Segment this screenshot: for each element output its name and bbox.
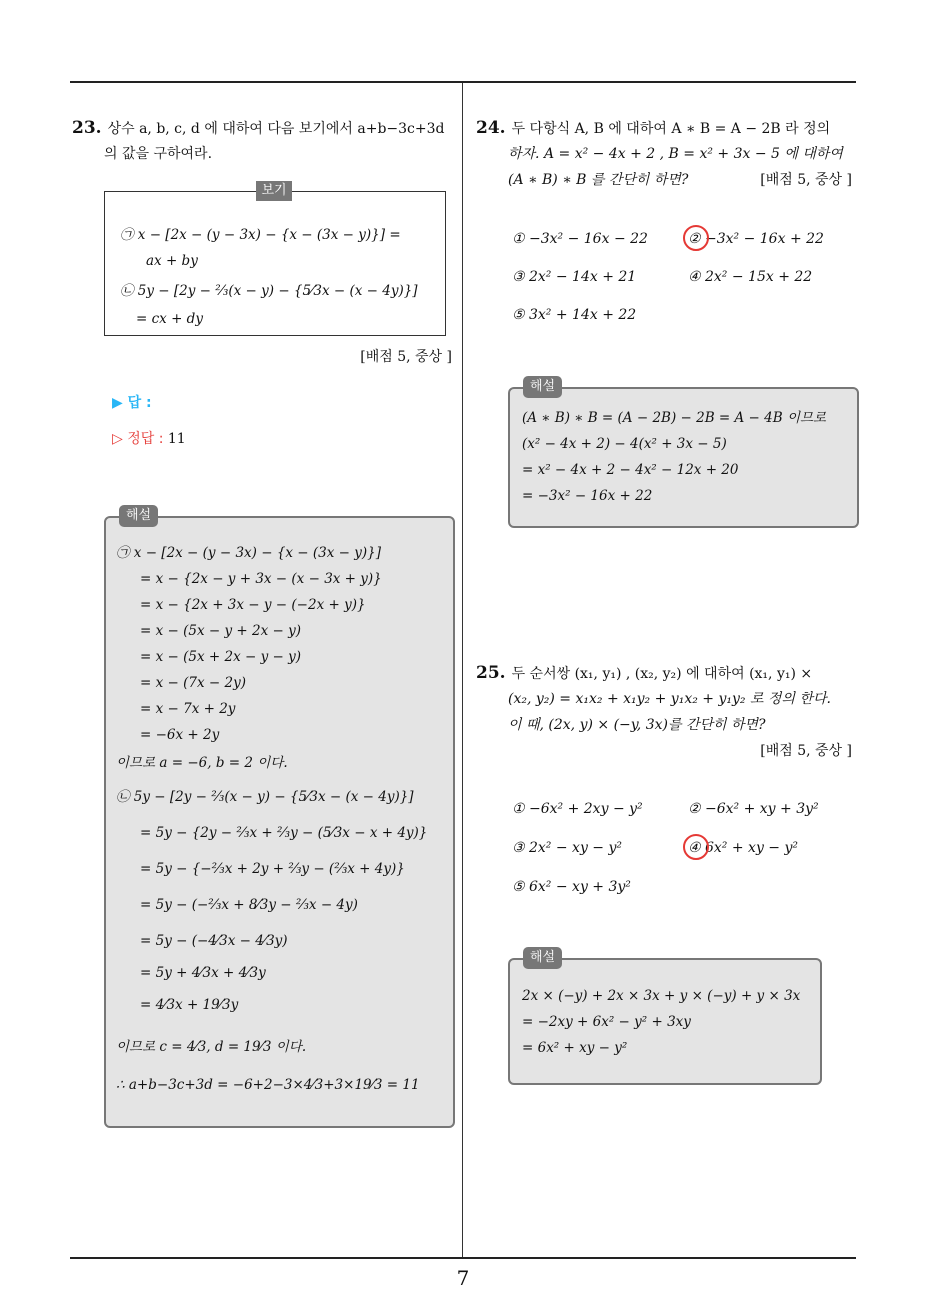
- solution-line: = x − (7x − 2y): [140, 675, 246, 691]
- solution-line: = 4⁄3x + 19⁄3y: [140, 997, 239, 1013]
- solution-line: = 5y + 4⁄3x + 4⁄3y: [140, 965, 266, 981]
- solution-line: = x − {2x + 3x − y − (−2x + y)}: [140, 597, 366, 613]
- bogi-line: = cx + dy: [136, 311, 203, 327]
- solution-line: ㉠ x − [2x − (y − 3x) − {x − (3x − y)}]: [116, 545, 382, 561]
- answer-label: ▶ 답 :: [112, 395, 152, 411]
- q24-stem-line2: 하자. A = x² − 4x + 2 , B = x² + 3x − 5 에 대하여: [508, 146, 843, 162]
- solution-line: = x − 7x + 2y: [140, 701, 236, 717]
- q23-number: 23.: [72, 118, 102, 138]
- q24-choice-4[interactable]: ④ 2x² − 15x + 22: [688, 269, 813, 285]
- q25-solution-tag: 해설: [523, 947, 562, 969]
- solution-line: = 5y − {2y − ⅔x + ⅔y − (5⁄3x − x + 4y)}: [140, 825, 428, 841]
- bogi-line: ㉠ x − [2x − (y − 3x) − {x − (3x − y)}] =: [120, 227, 401, 243]
- bogi-line: ax + by: [146, 253, 198, 269]
- q25-number: 25.: [476, 663, 506, 683]
- bogi-line: ㉡ 5y − [2y − ⅔(x − y) − {5⁄3x − (x − 4y)}]: [120, 283, 418, 299]
- column-divider: [462, 83, 463, 1257]
- q25-choice-4[interactable]: ④ 6x² + xy − y²: [688, 840, 799, 856]
- q24-choice-5[interactable]: ⑤ 3x² + 14x + 22: [512, 307, 637, 323]
- solution-line: = x − {2x − y + 3x − (x − 3x + y)}: [140, 571, 382, 587]
- solution-line: ㉡ 5y − [2y − ⅔(x − y) − {5⁄3x − (x − 4y)}]: [116, 789, 414, 805]
- q24-choice-2[interactable]: ② −3x² − 16x + 22: [688, 231, 824, 247]
- q24-choice-1[interactable]: ① −3x² − 16x − 22: [512, 231, 648, 247]
- selected-answer-mark: [683, 225, 709, 251]
- solution-line: (A ∗ B) ∗ B = (A − 2B) − 2B = A − 4B 이므로: [522, 410, 827, 426]
- solution-line: = 5y − (−4⁄3x − 4⁄3y): [140, 933, 288, 949]
- q24-solution-tag: 해설: [523, 376, 562, 398]
- q24-choice-3[interactable]: ③ 2x² − 14x + 21: [512, 269, 637, 285]
- q25-choice-5[interactable]: ⑤ 6x² − xy + 3y²: [512, 879, 631, 895]
- solution-line: = 5y − (−⅔x + 8⁄3y − ⅔x − 4y): [140, 897, 358, 913]
- q24-number: 24.: [476, 118, 506, 138]
- solution-line: 2x × (−y) + 2x × 3x + y × (−y) + y × 3x: [522, 988, 801, 1004]
- top-rule: [70, 81, 856, 83]
- solution-line: (x² − 4x + 2) − 4(x² + 3x − 5): [522, 436, 727, 452]
- solution-line: = x − (5x − y + 2x − y): [140, 623, 301, 639]
- bottom-rule: [70, 1257, 856, 1259]
- solution-line: = 5y − {−⅔x + 2y + ⅔y − (⅔x + 4y)}: [140, 861, 405, 877]
- q25-choice-1[interactable]: ① −6x² + 2xy − y²: [512, 801, 643, 817]
- q24-stem-line3: (A ∗ B) ∗ B 를 간단히 하면?: [508, 172, 689, 188]
- bogi-tag: 보기: [256, 181, 292, 201]
- q23-stem-line2: 의 값을 구하여라.: [104, 146, 213, 162]
- q25-choice-3[interactable]: ③ 2x² − xy − y²: [512, 840, 623, 856]
- solution-line: 이므로 a = −6, b = 2 이다.: [116, 755, 288, 771]
- q24-score: [배점 5, 중상 ]: [760, 172, 852, 188]
- q25-stem-line3: 이 때, (2x, y) × (−y, 3x)를 간단히 하면?: [508, 717, 766, 733]
- q23-stem-line1: 23. 상수 a, b, c, d 에 대하여 다음 보기에서 a+b−3c+3d: [72, 118, 445, 138]
- correct-answer: ▷ 정답 : 11: [112, 431, 186, 447]
- q25-choice-2[interactable]: ② −6x² + xy + 3y²: [688, 801, 819, 817]
- q25-score: [배점 5, 중상 ]: [760, 743, 852, 759]
- solution-line: ∴ a+b−3c+3d = −6+2−3×4⁄3+3×19⁄3 = 11: [116, 1077, 420, 1093]
- selected-answer-mark: [683, 834, 709, 860]
- q23-score: [배점 5, 중상 ]: [360, 349, 452, 365]
- solution-line: = −3x² − 16x + 22: [522, 488, 653, 504]
- q24-stem-line1: 24. 두 다항식 A, B 에 대하여 A ∗ B = A − 2B 라 정의: [476, 118, 831, 138]
- solution-line: = 6x² + xy − y²: [522, 1040, 628, 1056]
- solution-line: 이므로 c = 4⁄3, d = 19⁄3 이다.: [116, 1039, 307, 1055]
- q23-solution-tag: 해설: [119, 505, 158, 527]
- solution-line: = −6x + 2y: [140, 727, 220, 743]
- q25-stem-line2: (x₂, y₂) = x₁x₂ + x₁y₂ + y₁x₂ + y₁y₂ 로 정의 한다.: [508, 691, 831, 707]
- solution-line: = x² − 4x + 2 − 4x² − 12x + 20: [522, 462, 739, 478]
- solution-line: = −2xy + 6x² − y² + 3xy: [522, 1014, 691, 1030]
- q25-stem-line1: 25. 두 순서쌍 (x₁, y₁) , (x₂, y₂) 에 대하여 (x₁, y₁) ×: [476, 663, 813, 683]
- page-number: 7: [456, 1266, 470, 1290]
- solution-line: = x − (5x + 2x − y − y): [140, 649, 301, 665]
